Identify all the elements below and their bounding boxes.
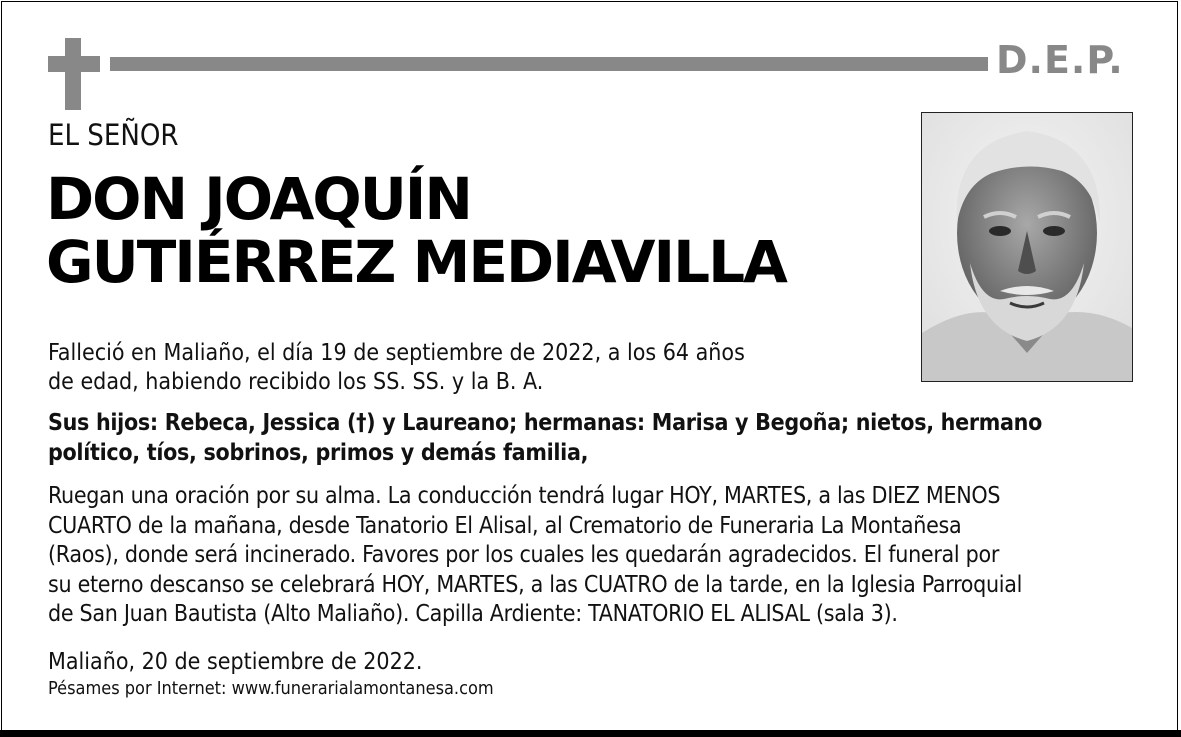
dep-label: D.E.P. bbox=[996, 38, 1124, 82]
family-line-1: Sus hijos: Rebeca, Jessica (†) y Laureano; hermanas: Marisa y Begoña; nietos, hermano bbox=[48, 410, 1043, 436]
condolences-website: Pésames por Internet: www.funerarialamontanesa.com bbox=[48, 678, 494, 699]
ceremony-line: CUARTO de la mañana, desde Tanatorio El Alisal, al Crematorio de Funeraria La Montañesa bbox=[48, 512, 962, 539]
ceremony-line: de San Juan Bautista (Alto Maliaño). Capilla Ardiente: TANATORIO EL ALISAL (sala 3). bbox=[48, 601, 898, 627]
death-notice-line-1: Falleció en Maliaño, el día 19 de septiembre de 2022, a los 64 años bbox=[48, 340, 745, 366]
header-rule bbox=[110, 57, 988, 71]
name-line-2: GUTIÉRREZ MEDIAVILLA bbox=[46, 228, 786, 296]
cross-icon bbox=[48, 38, 100, 110]
family-line-2: político, tíos, sobrinos, primos y demás familia, bbox=[48, 440, 589, 466]
death-notice-line-2: de edad, habiendo recibido los SS. SS. y la B. A. bbox=[48, 369, 544, 395]
ceremony-line: (Raos), donde será incinerado. Favores por los cuales les quedarán agradecidos. El funeral por bbox=[48, 542, 1000, 568]
ceremony-paragraph bbox=[48, 482, 1148, 630]
ceremony-line: Ruegan una oración por su alma. La conducción tendrá lugar HOY, MARTES, a las DIEZ MENOS bbox=[48, 483, 1001, 509]
name-line-1: DON JOAQUÍN bbox=[46, 165, 471, 233]
death-notice-paragraph bbox=[48, 339, 868, 397]
bottom-border bbox=[0, 730, 1181, 737]
deceased-name bbox=[46, 165, 906, 296]
title-prefix: EL SEÑOR bbox=[48, 118, 179, 152]
family-paragraph bbox=[48, 408, 1143, 468]
place-date: Maliaño, 20 de septiembre de 2022. bbox=[48, 649, 423, 675]
ceremony-line: su eterno descanso se celebrará HOY, MARTES, a las CUATRO de la tarde, en la Iglesia Parroquial bbox=[48, 571, 1023, 598]
portrait-photo bbox=[921, 112, 1133, 382]
